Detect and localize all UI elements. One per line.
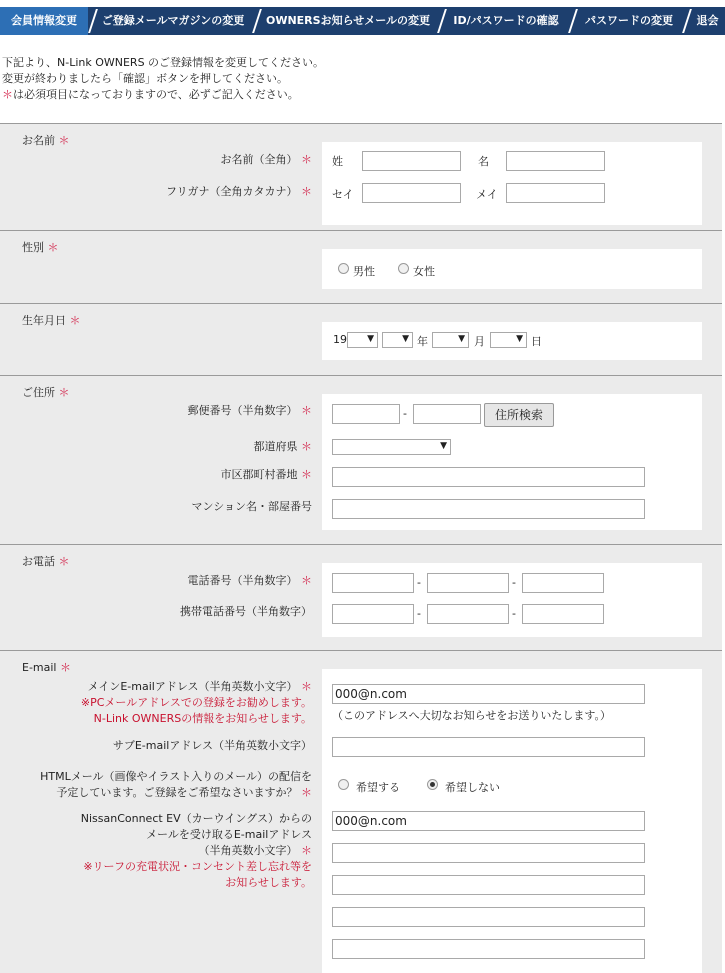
mobile-dash-1: - <box>417 607 421 620</box>
main-email-input[interactable]: 000@n.com <box>332 684 645 704</box>
ev-email-input-4[interactable] <box>332 907 645 927</box>
main-email-note-2: N-Link OWNERSの情報をお知らせします。 <box>93 712 312 725</box>
html-no-radio[interactable] <box>427 779 438 790</box>
tab-withdraw[interactable]: 退会 <box>696 14 719 27</box>
male-radio[interactable] <box>338 263 349 274</box>
phone-dash-2: - <box>512 576 516 589</box>
html-yes-radio[interactable] <box>338 779 349 790</box>
tab-separator <box>252 9 262 33</box>
phone-dash-1: - <box>417 576 421 589</box>
section-title-name: お名前 ＊ <box>22 134 70 147</box>
day-unit: 日 <box>531 335 542 348</box>
mobile-input-3[interactable] <box>522 604 604 624</box>
gender-section <box>0 230 722 304</box>
main-email-label: メインE-mailアドレス（半角英数小文字） ＊ <box>87 680 312 693</box>
chevron-down-icon: ▼ <box>458 334 465 344</box>
html-yes-label: 希望する <box>356 781 400 794</box>
female-label: 女性 <box>413 265 435 278</box>
intro-line-2: 変更が終わりましたら「確認」ボタンを押してください。 <box>2 72 288 85</box>
female-radio[interactable] <box>398 263 409 274</box>
section-title-email: E-mail ＊ <box>22 661 71 674</box>
tab-separator <box>88 9 98 33</box>
ev-email-note-2: お知らせします。 <box>225 876 312 889</box>
phone-input-1[interactable] <box>332 573 414 593</box>
address-search-button[interactable]: 住所検索 <box>484 403 554 427</box>
tab-separator <box>568 9 578 33</box>
city-label: 市区郡町村番地 ＊ <box>220 468 312 481</box>
day-select[interactable] <box>490 332 527 348</box>
tab-mail-magazine[interactable]: ご登録メールマガジンの変更 <box>101 14 245 27</box>
city-input[interactable] <box>332 467 645 487</box>
html-mail-label-1: HTMLメール（画像やイラスト入りのメール）の配信を <box>40 770 312 783</box>
mobile-input-2[interactable] <box>427 604 509 624</box>
ev-email-input-5[interactable] <box>332 939 645 959</box>
name-section <box>0 123 722 231</box>
gender-panel <box>322 249 702 289</box>
main-email-hint: （このアドレスへ大切なお知らせをお送りいたします。） <box>332 709 611 722</box>
year-unit: 年 <box>417 335 428 348</box>
tab-owners-mail[interactable]: OWNERSお知らせメールの変更 <box>265 14 431 27</box>
prefecture-label: 都道府県 ＊ <box>253 440 312 453</box>
intro-line-3 <box>2 87 324 103</box>
section-title-phone: お電話 ＊ <box>22 555 70 568</box>
ev-email-input-1[interactable]: 000@n.com <box>332 811 645 831</box>
kana-first-input[interactable] <box>506 183 605 203</box>
month-unit: 月 <box>474 335 485 348</box>
male-label: 男性 <box>353 265 375 278</box>
ev-email-note-1: ※リーフの充電状況・コンセント差し忘れ等を <box>83 860 312 873</box>
last-name-input[interactable] <box>362 151 461 171</box>
intro-line-3-text: は必須項目になっておりますので、必ずご記入ください。 <box>13 88 299 101</box>
birthday-section <box>0 303 722 376</box>
chevron-down-icon: ▼ <box>402 334 409 344</box>
phone-input-2[interactable] <box>427 573 509 593</box>
kana-label: フリガナ（全角カタカナ） ＊ <box>166 185 312 198</box>
building-label: マンション名・部屋番号 <box>191 500 312 513</box>
tab-separator <box>437 9 447 33</box>
email-section <box>0 650 722 973</box>
html-mail-label-2: 予定しています。ご登録をご希望なさいますか？ ＊ <box>56 786 312 799</box>
prefecture-select[interactable] <box>332 439 451 455</box>
mobile-input-1[interactable] <box>332 604 414 624</box>
zip-input-1[interactable] <box>332 404 400 424</box>
sub-email-input[interactable] <box>332 737 645 757</box>
section-title-address: ご住所 ＊ <box>22 386 70 399</box>
zip-input-2[interactable] <box>413 404 481 424</box>
year-select[interactable] <box>347 332 378 348</box>
chevron-down-icon: ▼ <box>440 441 447 451</box>
required-mark: ＊ <box>2 88 13 101</box>
tab-member-info[interactable]: 会員情報変更 <box>0 7 88 35</box>
section-title-birthday: 生年月日 ＊ <box>22 314 81 327</box>
phone-section <box>0 544 722 651</box>
ev-email-label-1: NissanConnect EV（カーウイングス）からの <box>80 812 312 825</box>
tab-id-password-check[interactable]: ID/パスワードの確認 <box>453 14 559 27</box>
intro-text <box>2 55 324 103</box>
ev-email-label-3: （半角英数小文字） ＊ <box>198 844 312 857</box>
main-email-note-1: ※PCメールアドレスでの登録をお勧めします。 <box>80 696 312 709</box>
tab-password-change[interactable]: パスワードの変更 <box>585 14 673 27</box>
year-select-2[interactable] <box>382 332 413 348</box>
month-select[interactable] <box>432 332 469 348</box>
building-input[interactable] <box>332 499 645 519</box>
kana-last-input[interactable] <box>362 183 461 203</box>
top-tab-bar <box>0 7 725 35</box>
mobile-dash-2: - <box>512 607 516 620</box>
chevron-down-icon: ▼ <box>367 334 374 344</box>
fullname-label: お名前（全角） ＊ <box>220 153 312 166</box>
last-name-label: 姓 <box>332 155 343 168</box>
kana-last-label: セイ <box>332 188 354 201</box>
ev-email-label-2: メールを受け取るE-mailアドレス <box>146 828 312 841</box>
first-name-input[interactable] <box>506 151 605 171</box>
kana-first-label: メイ <box>476 188 498 201</box>
phone-input-3[interactable] <box>522 573 604 593</box>
zip-dash: - <box>403 407 407 420</box>
first-name-label: 名 <box>478 155 489 168</box>
ev-email-input-3[interactable] <box>332 875 645 895</box>
phone-label: 電話番号（半角数字） ＊ <box>187 574 312 587</box>
zip-label: 郵便番号（半角数字） ＊ <box>187 404 312 417</box>
html-no-label: 希望しない <box>445 781 500 794</box>
intro-line-1: 下記より、N-Link OWNERS のご登録情報を変更してください。 <box>2 56 325 69</box>
ev-email-input-2[interactable] <box>332 843 645 863</box>
sub-email-label: サブE-mailアドレス（半角英数小文字） <box>112 739 312 752</box>
mobile-label: 携帯電話番号（半角数字） <box>180 605 312 618</box>
address-section <box>0 375 722 545</box>
chevron-down-icon: ▼ <box>516 334 523 344</box>
section-title-gender: 性別 ＊ <box>22 241 59 254</box>
year-prefix: 19 <box>333 333 347 346</box>
